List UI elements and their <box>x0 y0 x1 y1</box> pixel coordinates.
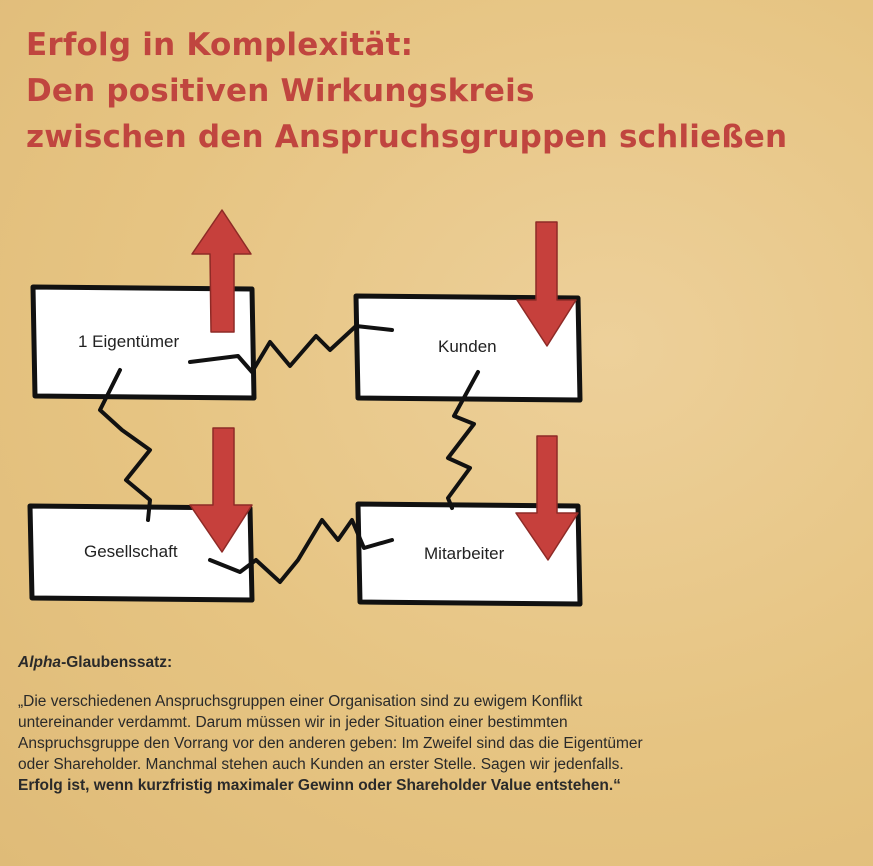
title-line-2: Den positiven Wirkungskreis <box>26 73 535 109</box>
caption-quote-plain: „Die verschiedenen Anspruchsgruppen einer Organisation sind zu ewigem Konflikt untereinander verdammt. Darum müssen wir in jeder Situation einer bestimmten Anspruchsgruppe den Vorrang vor den anderen geben: Im Zweifel sind das die Eigentümer oder Shareholder. Manchmal stehen auch Kunden an erster Stelle. Sagen wir jedenfalls. <box>18 693 643 773</box>
box-label-kunden: Kunden <box>438 337 497 356</box>
caption-heading-rest: -Glaubenssatz: <box>61 654 173 671</box>
title-line-3: zwischen den Anspruchsgruppen schließen <box>26 119 788 155</box>
caption-quote-bold: Erfolg ist, wenn kurzfristig maximaler Gewinn oder Shareholder Value entstehen.“ <box>18 777 621 794</box>
title-line-1: Erfolg in Komplexität: <box>26 27 414 63</box>
alpha-belief-caption <box>18 652 658 796</box>
caption-heading <box>18 652 658 673</box>
box-label-gesellschaft: Gesellschaft <box>84 542 178 561</box>
box-label-eigentuemer: 1 Eigentümer <box>78 332 180 351</box>
caption-heading-italic: Alpha <box>18 654 62 671</box>
caption-quote <box>18 691 658 796</box>
box-label-mitarbeiter: Mitarbeiter <box>424 544 505 563</box>
